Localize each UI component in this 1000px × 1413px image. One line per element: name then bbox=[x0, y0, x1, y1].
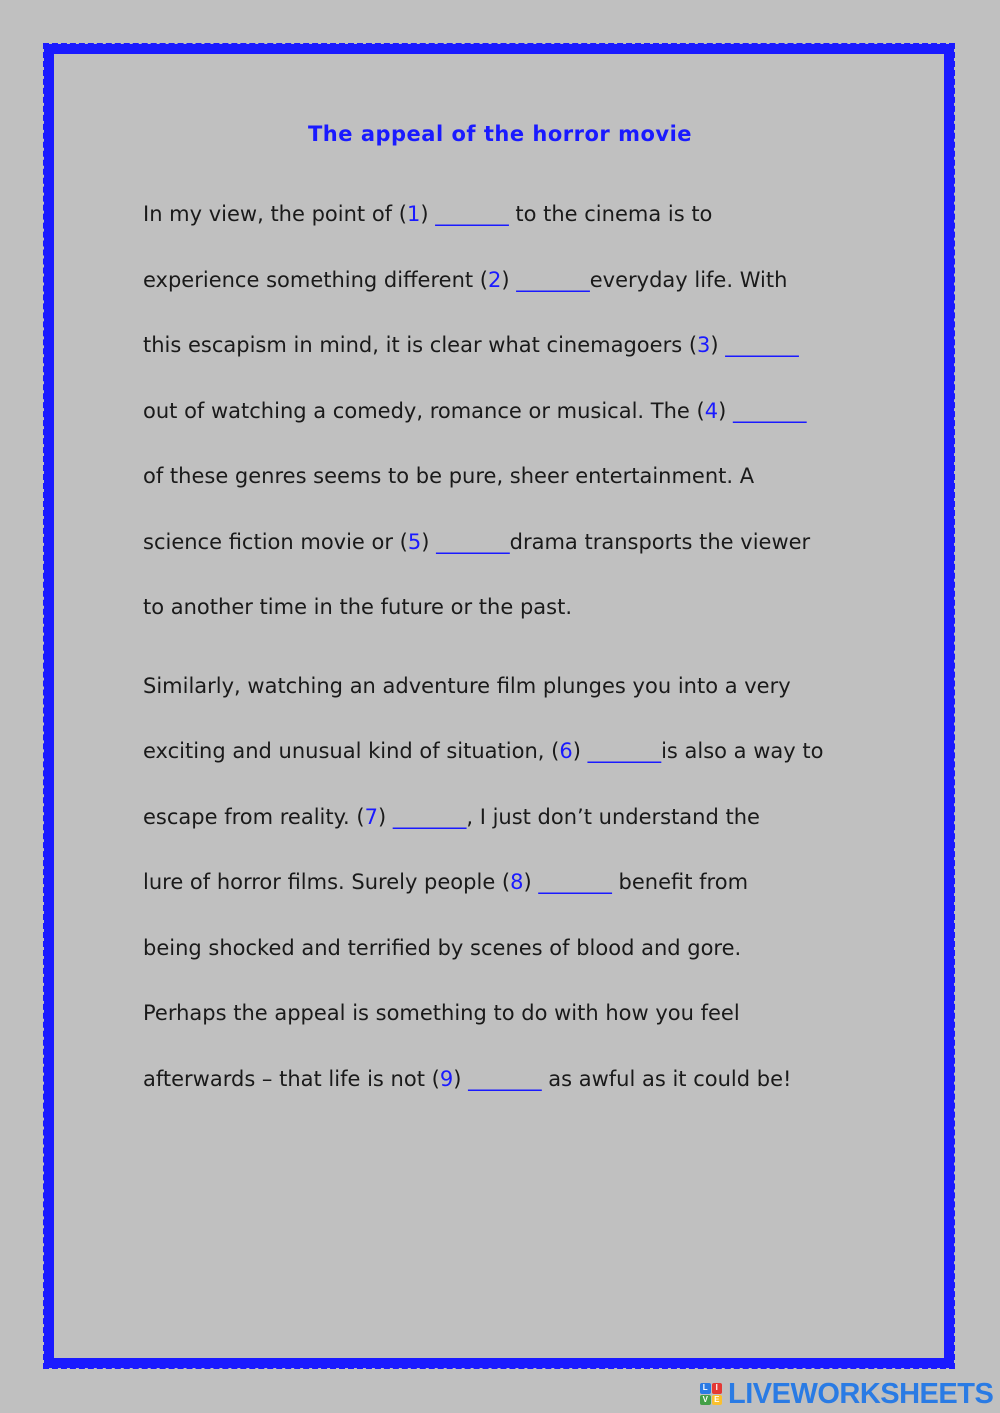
text-line bbox=[143, 803, 760, 831]
text-line bbox=[143, 934, 741, 962]
text-line bbox=[143, 331, 799, 359]
answer-blank[interactable]: _______ bbox=[392, 805, 467, 829]
text-segment: as awful as it could be! bbox=[541, 1067, 792, 1091]
text-segment: experience something different ( bbox=[143, 268, 488, 292]
answer-blank[interactable]: _______ bbox=[435, 202, 509, 226]
question-number: 1 bbox=[406, 202, 421, 226]
text-segment: ) bbox=[710, 333, 726, 357]
text-segment: afterwards – that life is not ( bbox=[143, 1067, 440, 1091]
text-segment: to another time in the future or the past. bbox=[143, 595, 572, 619]
answer-blank[interactable]: _______ bbox=[587, 739, 662, 763]
text-segment: ) bbox=[421, 530, 437, 554]
text-segment: ) bbox=[501, 268, 517, 292]
text-segment: drama transports the viewer bbox=[509, 530, 811, 554]
text-segment: being shocked and terrified by scenes of blood and gore. bbox=[143, 936, 742, 960]
text-line bbox=[143, 397, 806, 425]
text-segment: this escapism in mind, it is clear what cinemagoers ( bbox=[143, 333, 698, 357]
text-line bbox=[143, 200, 712, 228]
question-number: 5 bbox=[407, 530, 422, 554]
text-segment: exciting and unusual kind of situation, ( bbox=[143, 739, 560, 763]
text-segment: In my view, the point of ( bbox=[143, 202, 407, 226]
logo-mark-letter: I bbox=[712, 1383, 723, 1394]
text-line bbox=[143, 528, 810, 556]
question-number: 6 bbox=[559, 739, 573, 763]
text-segment: out of watching a comedy, romance or musical. The ( bbox=[143, 399, 705, 423]
text-segment: science fiction movie or ( bbox=[143, 530, 408, 554]
page-border bbox=[44, 44, 954, 1368]
answer-blank[interactable]: _______ bbox=[725, 333, 799, 357]
answer-blank[interactable]: _______ bbox=[516, 268, 590, 292]
liveworksheets-logo bbox=[700, 1376, 993, 1412]
text-line bbox=[143, 737, 823, 765]
text-line bbox=[143, 266, 787, 294]
text-line bbox=[143, 462, 754, 490]
logo-mark-letter: L bbox=[700, 1383, 711, 1394]
question-number: 7 bbox=[364, 805, 378, 829]
text-segment: ) bbox=[420, 202, 436, 226]
logo-mark-letter: E bbox=[712, 1395, 723, 1406]
liveworksheets-icon bbox=[700, 1383, 722, 1405]
text-segment: ) bbox=[377, 805, 393, 829]
answer-blank[interactable]: _______ bbox=[436, 530, 510, 554]
text-segment: lure of horror films. Surely people ( bbox=[143, 870, 511, 894]
question-number: 9 bbox=[439, 1067, 454, 1091]
logo-text: LIVEWORKSHEETS bbox=[728, 1377, 994, 1410]
question-number: 3 bbox=[697, 333, 711, 357]
question-number: 2 bbox=[487, 268, 502, 292]
answer-blank[interactable]: _______ bbox=[732, 399, 807, 423]
text-segment: escape from reality. ( bbox=[143, 805, 365, 829]
page-title: The appeal of the horror movie bbox=[307, 122, 693, 146]
text-segment: ) bbox=[523, 870, 539, 894]
text-line bbox=[143, 868, 748, 896]
text-line bbox=[143, 1065, 791, 1093]
text-segment: benefit from bbox=[611, 870, 749, 894]
text-segment: , I just don’t understand the bbox=[466, 805, 760, 829]
text-line bbox=[143, 999, 740, 1027]
text-segment: to the cinema is to bbox=[508, 202, 713, 226]
logo-mark-letter: V bbox=[700, 1395, 711, 1406]
text-segment: ) bbox=[572, 739, 588, 763]
answer-blank[interactable]: _______ bbox=[538, 870, 612, 894]
text-segment: is also a way to bbox=[661, 739, 824, 763]
text-segment: ) bbox=[718, 399, 733, 423]
text-segment: of these genres seems to be pure, sheer entertainment. A bbox=[143, 464, 755, 488]
question-number: 4 bbox=[704, 399, 719, 423]
question-number: 8 bbox=[510, 870, 524, 894]
text-segment: Perhaps the appeal is something to do with how you feel bbox=[143, 1001, 740, 1025]
text-segment: everyday life. With bbox=[589, 268, 788, 292]
text-line bbox=[143, 593, 572, 621]
answer-blank[interactable]: _______ bbox=[468, 1067, 542, 1091]
text-segment: Similarly, watching an adventure film plunges you into a very bbox=[143, 674, 791, 698]
text-segment: ) bbox=[453, 1067, 469, 1091]
text-line bbox=[143, 672, 791, 700]
